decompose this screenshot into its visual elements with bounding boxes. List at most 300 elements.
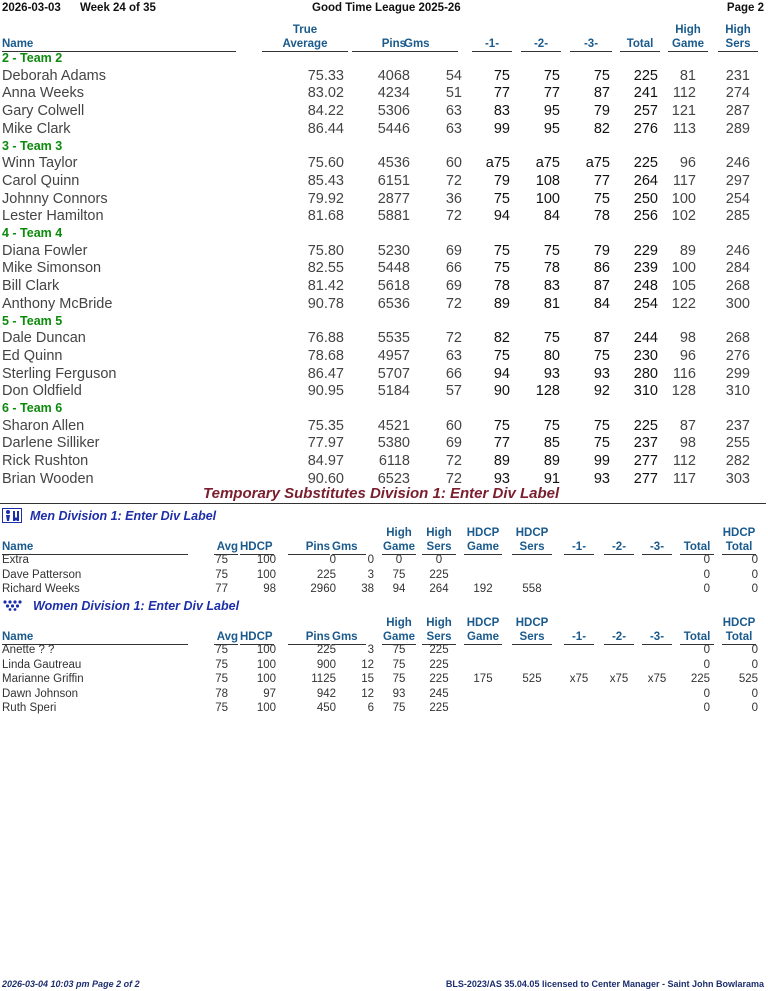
bowler-stat: 225 xyxy=(633,155,658,171)
bowler-stat: 244 xyxy=(633,330,658,346)
bowler-stat: 6536 xyxy=(377,295,410,312)
bowler-stat: 2877 xyxy=(377,190,410,207)
bowler-stat: 4068 xyxy=(377,67,410,84)
bowler-stat: 256 xyxy=(633,208,658,225)
bowler-stat: 75.80 xyxy=(307,242,344,259)
sub-col-header-game2: -2- xyxy=(604,630,634,645)
bowler-stat: 268 xyxy=(725,330,750,346)
bowler-stat: 75 xyxy=(493,347,510,364)
substitute-stat: 75 xyxy=(392,673,406,685)
sub-col-header-game3: -3- xyxy=(642,540,672,555)
team-label: 5 - Team 5 xyxy=(2,313,63,328)
col-header-total: Total xyxy=(620,37,660,52)
bowler-name: Brian Wooden xyxy=(2,470,94,487)
substitute-stat: 225 xyxy=(429,673,449,685)
bowler-stat: 112 xyxy=(672,453,696,469)
substitute-stat: 75 xyxy=(392,568,406,581)
bowler-stat: 80 xyxy=(543,347,560,364)
bowler-stat: 237 xyxy=(725,417,750,434)
bowler-stat: 100 xyxy=(535,190,560,207)
substitute-stat: 97 xyxy=(263,687,276,700)
substitute-stat: 942 xyxy=(316,687,336,700)
col-header-pins: Pins xyxy=(352,37,406,52)
report-date: 2026-03-03 xyxy=(2,2,61,14)
bowler-stat: 89 xyxy=(543,453,560,469)
substitute-stat: 100 xyxy=(256,673,276,685)
substitute-stat: 450 xyxy=(316,702,336,714)
bowler-stat: 117 xyxy=(672,172,696,189)
bowler-stat: 95 xyxy=(543,103,560,119)
bowler-stat: 69 xyxy=(445,242,462,259)
bowler-stat: 284 xyxy=(725,260,750,277)
bowler-stat: 274 xyxy=(725,85,750,102)
bowler-name: Diana Fowler xyxy=(2,242,88,259)
bowler-stat: 69 xyxy=(445,435,462,452)
bowler-stat: 303 xyxy=(725,470,750,487)
team-label: 3 - Team 3 xyxy=(2,138,63,153)
bowler-stat: 229 xyxy=(633,242,658,259)
sub-col-header-hdcp-sers: Sers xyxy=(512,540,552,555)
col-header-name: Name xyxy=(2,37,236,52)
bowler-stat: 83 xyxy=(493,103,510,119)
bowler-stat: 75 xyxy=(493,417,510,434)
substitute-stat: 100 xyxy=(256,702,276,714)
bowler-stat: 4536 xyxy=(377,155,410,171)
bowler-stat: 82 xyxy=(493,330,510,346)
bowler-stat: 75 xyxy=(493,260,510,277)
bowler-name: Deborah Adams xyxy=(2,67,106,84)
team-label: 6 - Team 6 xyxy=(2,401,63,415)
bowler-stat: 75 xyxy=(493,190,510,207)
section-divider xyxy=(0,503,766,504)
sub-col-header-name: Name xyxy=(2,540,188,555)
bowler-stat: 72 xyxy=(445,295,462,312)
substitute-stat: 75 xyxy=(392,658,406,671)
bowler-stat: 310 xyxy=(725,383,750,400)
bowler-stat: 83 xyxy=(543,278,560,294)
bowler-stat: 66 xyxy=(445,260,462,277)
bowler-stat: 87 xyxy=(593,85,610,102)
bowler-stat: 6523 xyxy=(377,470,410,487)
bowler-stat: 75 xyxy=(543,67,560,84)
substitute-stat: 100 xyxy=(256,658,276,671)
footer-printed-info: 2026-03-04 10:03 pm Page 2 of 2 xyxy=(2,979,140,989)
bowler-stat: 90.78 xyxy=(307,295,344,312)
bowler-stat: 276 xyxy=(725,347,750,364)
bowler-stat: 75 xyxy=(493,242,510,259)
bowler-stat: 86 xyxy=(593,260,610,277)
bowler-name: Ed Quinn xyxy=(2,347,63,364)
substitute-stat: 192 xyxy=(473,583,493,595)
substitute-stat: 0 xyxy=(367,554,374,566)
bowler-stat: 5380 xyxy=(377,435,410,452)
bowler-stat: 5230 xyxy=(377,242,410,259)
col-header-high-game: Game xyxy=(668,37,708,52)
sub-col-header-pins: Pins xyxy=(288,540,330,555)
col-header-game2: -2- xyxy=(521,37,561,52)
bowler-stat: 51 xyxy=(445,85,462,102)
substitute-name: Dawn Johnson xyxy=(2,687,79,700)
bowler-stat: 95 xyxy=(543,120,560,137)
substitute-stat: 100 xyxy=(256,554,276,566)
substitute-stat: 75 xyxy=(215,658,228,671)
sub-col-header-total: Total xyxy=(680,630,714,645)
substitute-stat: 75 xyxy=(392,702,406,714)
bowler-stat: 66 xyxy=(445,365,462,382)
bowler-stat: 121 xyxy=(671,103,696,119)
substitute-name: Richard Weeks xyxy=(2,583,80,595)
substitute-stat: 0 xyxy=(703,644,710,656)
substitute-stat: 12 xyxy=(361,658,374,671)
substitute-stat: 0 xyxy=(751,702,758,714)
bowler-stat: 4521 xyxy=(377,417,410,434)
bowler-stat: 75.35 xyxy=(307,417,344,434)
substitute-stat: 900 xyxy=(316,658,336,671)
bowler-stat: 77 xyxy=(493,85,510,102)
bowler-stat: 100 xyxy=(671,190,696,207)
bowler-stat: 122 xyxy=(671,295,696,312)
substitute-stat: 175 xyxy=(473,673,493,685)
bowler-stat: 79 xyxy=(593,103,610,119)
bowler-stat: 85 xyxy=(543,435,560,452)
bowler-stat: 96 xyxy=(679,347,696,364)
sub-col-header-hdcp-game: Game xyxy=(464,630,502,645)
bowler-stat: 75 xyxy=(543,242,560,259)
sub-col-header-avg: Avg xyxy=(214,630,238,645)
bowler-stat: 4234 xyxy=(377,85,410,102)
league-title: Good Time League 2025-26 xyxy=(312,2,461,14)
bowler-stat: 78 xyxy=(493,278,510,294)
bowler-name: Sterling Ferguson xyxy=(2,365,117,382)
bowler-stat: 285 xyxy=(725,208,750,225)
substitute-stat: 75 xyxy=(215,554,228,566)
bowler-stat: 254 xyxy=(633,295,658,312)
bowler-name: Darlene Silliker xyxy=(2,435,100,452)
men-bowler-icon xyxy=(2,508,22,523)
bowler-stat: 78.68 xyxy=(307,347,344,364)
bowler-stat: 81 xyxy=(543,295,560,312)
sub-col-header-hdcp-game: Game xyxy=(464,540,502,555)
bowler-stat: 100 xyxy=(671,260,696,277)
bowler-stat: 83.02 xyxy=(307,85,344,102)
bowler-name: Anthony McBride xyxy=(2,295,113,312)
bowler-stat: 72 xyxy=(445,470,462,487)
bowler-stat: 93 xyxy=(593,470,610,487)
substitute-stat: 100 xyxy=(256,644,276,656)
bowler-stat: 75.33 xyxy=(307,67,344,84)
bowler-stat: 75.60 xyxy=(307,155,344,171)
bowler-name: Rick Rushton xyxy=(2,453,89,469)
substitute-name: Anette ? ? xyxy=(2,644,55,656)
bowler-stat: 289 xyxy=(725,120,750,137)
substitute-stat: 225 xyxy=(429,658,449,671)
substitute-stat: 75 xyxy=(215,673,228,685)
sub-col-header-hdcp-total: Total xyxy=(722,630,756,645)
sub-col-header-game3: -3- xyxy=(642,630,672,645)
bowler-stat: 93 xyxy=(543,365,560,382)
bowler-stat: 75 xyxy=(593,347,610,364)
bowler-stat: 63 xyxy=(445,347,462,364)
bowler-stat: 6118 xyxy=(378,453,410,469)
bowler-stat: 225 xyxy=(633,417,658,434)
sub-col-header-name: Name xyxy=(2,630,188,645)
bowler-name: Sharon Allen xyxy=(2,417,85,434)
sub-col-header-hdcp-game-l1: HDCP xyxy=(466,527,500,539)
bowler-stat: 99 xyxy=(493,120,510,137)
bowler-stat: 79.92 xyxy=(307,190,344,207)
substitute-stat: 75 xyxy=(215,702,228,714)
bowler-stat: 93 xyxy=(493,470,510,487)
bowler-stat: 77 xyxy=(493,435,510,452)
substitute-stat: 75 xyxy=(392,644,406,656)
bowler-stat: 79 xyxy=(493,172,510,189)
sub-col-header-hdcp-game-l1: HDCP xyxy=(466,617,500,629)
bowler-name: Carol Quinn xyxy=(2,172,80,189)
substitute-name: Dave Patterson xyxy=(2,568,82,581)
bowler-stat: 239 xyxy=(633,260,658,277)
bowler-name: Winn Taylor xyxy=(2,155,78,171)
bowler-stat: 5881 xyxy=(377,208,410,225)
bowler-stat: 257 xyxy=(633,103,658,119)
bowler-stat: 75 xyxy=(593,67,610,84)
bowler-stat: a75 xyxy=(585,155,610,171)
bowler-stat: 128 xyxy=(535,383,560,400)
women-pins-icon xyxy=(2,599,24,611)
bowler-stat: 87 xyxy=(593,330,610,346)
col-header-game1: -1- xyxy=(472,37,512,52)
bowler-stat: 108 xyxy=(535,172,560,189)
substitute-stat: 0 xyxy=(435,554,443,566)
substitute-stat: 75 xyxy=(215,568,228,581)
sub-col-header-hdcp-sers-l1: HDCP xyxy=(515,527,549,539)
substitutes-title: Temporary Substitutes Division 1: Enter Div Label xyxy=(203,485,560,502)
bowler-name: Bill Clark xyxy=(2,278,60,294)
substitute-stat: 75 xyxy=(215,644,228,656)
col-header-true-average: Average xyxy=(262,37,348,52)
sub-col-header-hdcp-total-l1: HDCP xyxy=(722,617,756,629)
sub-col-header-high-sers: Sers xyxy=(422,630,456,645)
substitute-stat: 0 xyxy=(395,554,403,566)
sub-col-header-total: Total xyxy=(680,540,714,555)
sub-col-header-high-sers: Sers xyxy=(422,540,456,555)
substitute-stat: 0 xyxy=(751,554,758,566)
bowler-stat: 84.22 xyxy=(307,103,344,119)
bowler-stat: 93 xyxy=(593,365,610,382)
bowler-stat: 5306 xyxy=(377,103,410,119)
bowler-stat: a75 xyxy=(485,155,510,171)
bowler-stat: 72 xyxy=(445,453,462,469)
bowler-stat: 90.95 xyxy=(307,383,344,400)
bowler-stat: 99 xyxy=(593,453,610,469)
bowler-stat: 86.47 xyxy=(307,365,344,382)
bowler-stat: 81.42 xyxy=(307,278,344,294)
substitute-stat: 0 xyxy=(329,554,336,566)
bowler-name: Anna Weeks xyxy=(2,85,84,102)
bowler-stat: 79 xyxy=(593,242,610,259)
bowler-stat: 60 xyxy=(445,417,462,434)
sub-col-header-high-game: Game xyxy=(383,541,415,553)
substitute-stat: 12 xyxy=(361,687,374,700)
bowler-name: Dale Duncan xyxy=(2,330,86,346)
women-division-title: Women Division 1: Enter Div Label xyxy=(33,599,240,613)
bowler-stat: 86.44 xyxy=(307,120,344,137)
bowler-stat: 282 xyxy=(725,453,750,469)
sub-col-header-hdcp-sers: Sers xyxy=(512,630,552,645)
bowler-stat: 277 xyxy=(633,453,658,469)
substitute-stat: 264 xyxy=(429,583,449,595)
sub-col-header-pins: Pins xyxy=(288,630,330,645)
bowler-stat: 81.68 xyxy=(307,208,344,225)
sub-col-header-hdcp: HDCP xyxy=(240,631,273,643)
sub-col-header-game1: -1- xyxy=(564,540,594,555)
bowler-stat: 87 xyxy=(679,417,696,434)
sub-col-header-hdcp-total-l1: HDCP xyxy=(722,527,756,539)
bowler-stat: 85.43 xyxy=(307,172,344,189)
substitute-stat: 525 xyxy=(738,673,758,685)
sub-col-header-hdcp: HDCP xyxy=(240,541,273,553)
bowler-stat: 75 xyxy=(543,417,560,434)
bowler-stat: 5184 xyxy=(377,383,410,400)
bowler-stat: 4957 xyxy=(377,347,410,364)
bowler-stat: 5707 xyxy=(377,365,410,382)
bowler-stat: 69 xyxy=(445,278,462,294)
bowler-stat: 299 xyxy=(725,365,750,382)
col-header-game3: -3- xyxy=(570,37,612,52)
substitute-stat: 77 xyxy=(215,583,228,595)
substitute-stat: 6 xyxy=(367,702,374,714)
substitute-stat: 0 xyxy=(703,583,710,595)
substitute-stat: 0 xyxy=(751,568,758,581)
bowler-stat: 72 xyxy=(445,172,462,189)
team-label: 2 - Team 2 xyxy=(2,51,63,65)
bowler-stat: 113 xyxy=(672,120,696,137)
bowler-stat: 77 xyxy=(593,172,610,189)
bowler-stat: 112 xyxy=(672,85,696,102)
sub-col-header-avg: Avg xyxy=(214,540,238,555)
substitute-stat: 3 xyxy=(367,644,374,656)
bowler-stat: 75 xyxy=(543,330,560,346)
sub-col-header-hdcp-total: Total xyxy=(722,540,756,555)
bowler-stat: 248 xyxy=(633,278,658,294)
sub-col-header-hdcp-sers-l1: HDCP xyxy=(515,617,549,629)
bowler-stat: 246 xyxy=(725,155,750,171)
bowler-stat: 75 xyxy=(593,435,610,452)
substitute-stat: 225 xyxy=(429,702,449,714)
bowler-stat: 5535 xyxy=(377,330,410,346)
bowler-name: Don Oldfield xyxy=(2,383,82,400)
bowler-stat: 5448 xyxy=(377,260,410,277)
substitute-stat: 0 xyxy=(751,658,758,671)
substitute-name: Marianne Griffin xyxy=(2,673,84,685)
bowler-stat: 276 xyxy=(633,120,658,137)
substitute-stat: 0 xyxy=(703,568,710,581)
sub-col-header-high-game-l1: High xyxy=(386,527,412,539)
bowler-stat: 225 xyxy=(633,67,658,84)
sub-col-header-gms: Gms xyxy=(332,540,366,555)
bowler-stat: 72 xyxy=(445,208,462,225)
bowler-stat: 87 xyxy=(593,278,610,294)
bowler-stat: 254 xyxy=(725,190,750,207)
substitute-stat: 0 xyxy=(751,687,758,700)
bowler-stat: 90.60 xyxy=(307,470,344,487)
bowler-stat: 230 xyxy=(633,347,658,364)
team-label: 4 - Team 4 xyxy=(2,226,63,240)
bowler-stat: 78 xyxy=(593,208,610,225)
col-header-high-sers: Sers xyxy=(718,37,758,52)
bowler-stat: 63 xyxy=(445,103,462,119)
bowler-stat: 280 xyxy=(633,365,658,382)
bowler-stat: 89 xyxy=(493,453,510,469)
substitute-stat: 78 xyxy=(215,687,228,700)
bowler-stat: 81 xyxy=(679,67,696,84)
bowler-stat: 94 xyxy=(493,208,510,225)
substitute-stat: x75 xyxy=(609,673,629,685)
substitute-stat: 0 xyxy=(703,687,710,700)
bowler-stat: 297 xyxy=(725,172,750,189)
bowler-stat: 84 xyxy=(543,208,560,225)
bowler-stat: 94 xyxy=(493,365,510,382)
sub-col-header-game2: -2- xyxy=(604,540,634,555)
substitute-stat: 100 xyxy=(256,568,276,581)
bowler-stat: 105 xyxy=(671,278,696,294)
bowler-stat: 5618 xyxy=(377,278,410,294)
sub-col-header-gms: Gms xyxy=(332,630,366,645)
bowler-stat: 287 xyxy=(725,103,750,119)
bowler-stat: 92 xyxy=(593,383,610,400)
substitute-stat: 225 xyxy=(316,644,336,656)
substitute-name: Ruth Speri xyxy=(2,702,57,714)
bowler-stat: 82.55 xyxy=(307,260,344,277)
substitute-stat: 1125 xyxy=(311,673,336,685)
bowler-name: Gary Colwell xyxy=(2,103,85,119)
bowler-stat: 117 xyxy=(672,470,696,487)
bowler-stat: 77.97 xyxy=(307,435,344,452)
col-header-true-l1: True xyxy=(292,24,318,36)
substitute-stat: 245 xyxy=(429,687,449,700)
bowler-stat: 98 xyxy=(679,330,696,346)
sub-col-header-high-game: Game xyxy=(383,631,415,643)
substitute-stat: 225 xyxy=(690,673,710,685)
substitute-stat: 558 xyxy=(522,583,542,595)
bowler-stat: 231 xyxy=(725,67,750,84)
bowler-name: Mike Simonson xyxy=(2,260,102,277)
substitute-stat: 2960 xyxy=(310,583,336,595)
bowler-stat: 277 xyxy=(633,470,658,487)
substitute-stat: 0 xyxy=(703,702,710,714)
substitute-stat: 0 xyxy=(751,583,758,595)
substitute-stat: x75 xyxy=(647,673,667,685)
col-header-gms: Gms xyxy=(404,37,458,52)
bowler-name: Johnny Connors xyxy=(2,190,108,207)
bowler-stat: 91 xyxy=(543,470,560,487)
bowler-stat: 90 xyxy=(493,383,510,400)
sub-col-header-high-game-l1: High xyxy=(386,617,412,629)
men-division-title: Men Division 1: Enter Div Label xyxy=(30,509,217,523)
bowler-name: Lester Hamilton xyxy=(2,208,104,225)
substitute-stat: 0 xyxy=(751,644,758,656)
bowler-stat: 241 xyxy=(633,85,658,102)
bowler-stat: 63 xyxy=(445,120,462,137)
bowler-stat: 75 xyxy=(493,67,510,84)
bowler-stat: 102 xyxy=(671,208,696,225)
bowler-stat: 310 xyxy=(633,383,658,400)
bowler-stat: 89 xyxy=(493,295,510,312)
bowler-stat: 76.88 xyxy=(307,330,344,346)
bowler-stat: 57 xyxy=(445,383,462,400)
bowler-stat: 264 xyxy=(633,172,658,189)
bowler-stat: 300 xyxy=(725,295,750,312)
bowler-stat: 72 xyxy=(445,330,462,346)
